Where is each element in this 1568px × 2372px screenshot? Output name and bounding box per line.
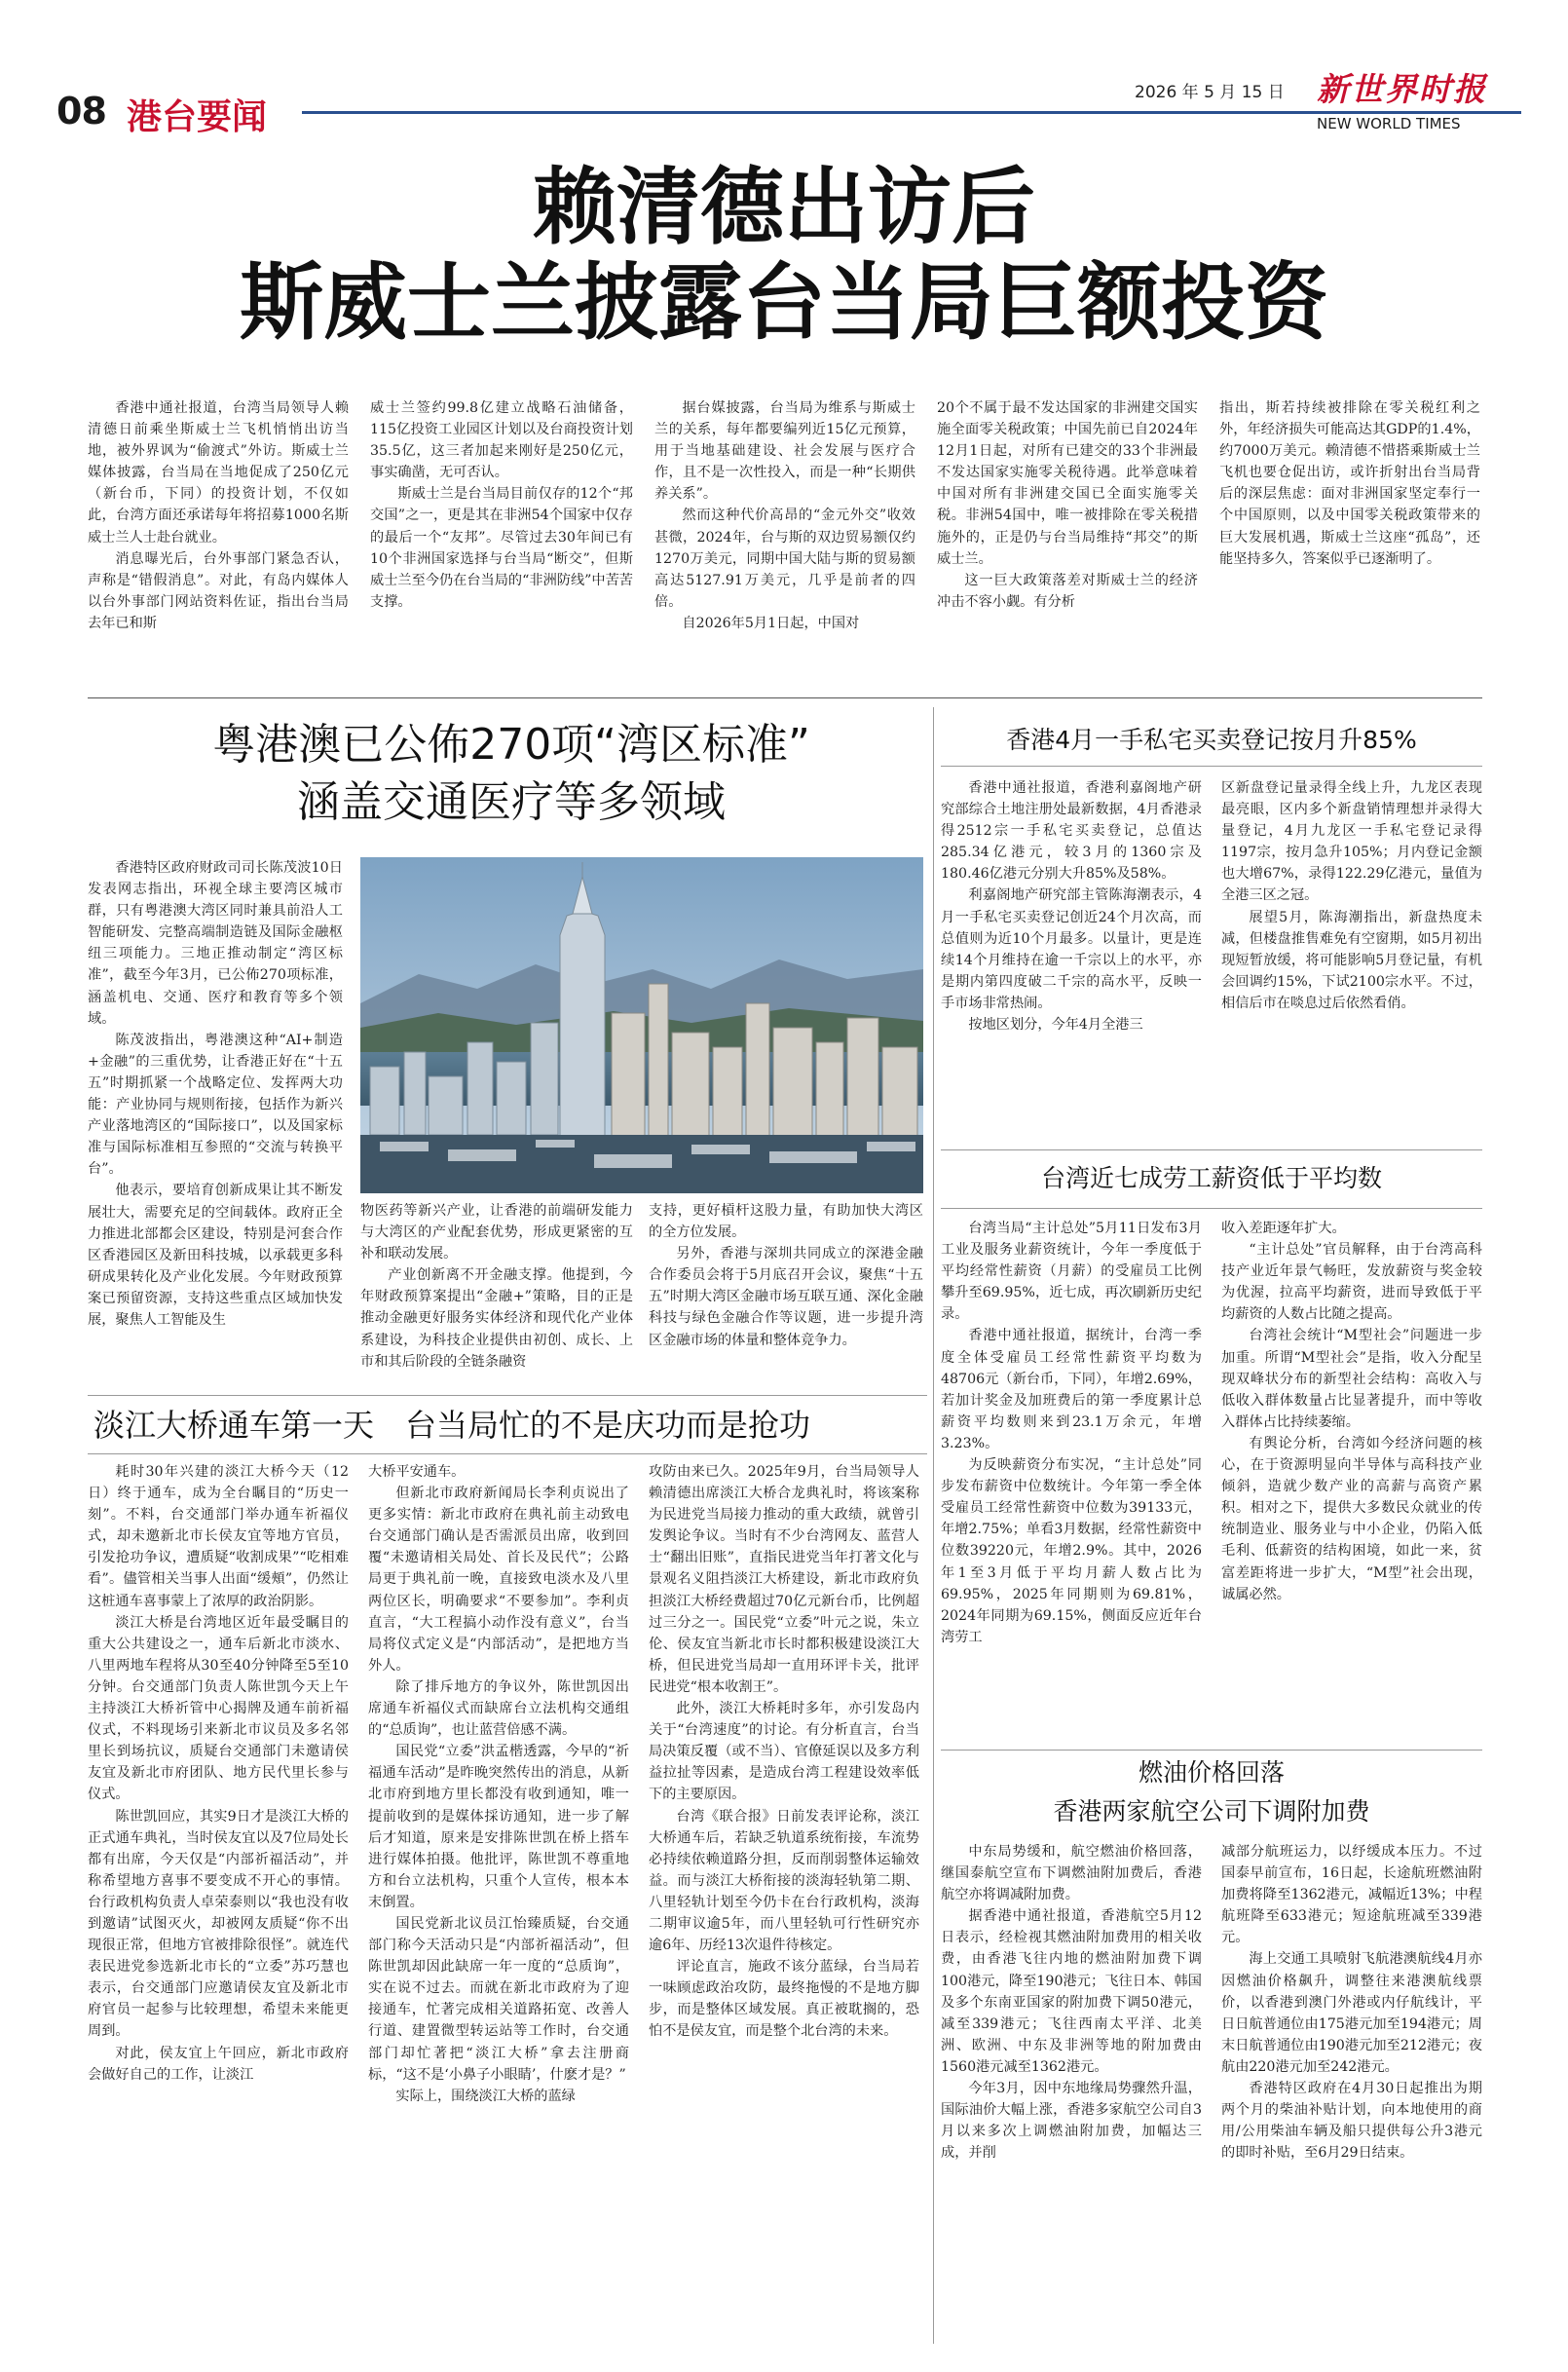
wages-headline: 台湾近七成劳工薪资低于平均数 xyxy=(1040,1164,1382,1192)
divider xyxy=(941,1750,1482,1751)
gba-headline-line2: 涵盖交通医疗等多领域 xyxy=(297,777,726,827)
paper-logo: 新世界时报 xyxy=(1317,70,1487,108)
lead-column-3 xyxy=(654,397,915,680)
paragraph: 指出，斯若持续被排除在零关税红利之外，年经济损失可能高达其GDP的1.4%，约7000万美元。赖清德不惜搭乘斯威士兰飞机也要仓促出访，或许折射出台当局背后的深层焦虑：面对非洲国家坚定奉行一个中国原则，以及中国零关税政策带来的巨大发展机遇，斯威士兰这座“孤岛”，还能坚持多久，答案似乎已逐渐明了。 xyxy=(1219,400,1480,567)
fuel-column-2 xyxy=(1221,1841,1482,2344)
fuel-headline-line1: 燃油价格回落 xyxy=(1138,1758,1285,1787)
paragraph: 物医药等新兴产业，让香港的前端研发能力与大湾区的产业配套优势，形成更紧密的互补和联动发展。 xyxy=(360,1203,633,1262)
fuel-headline xyxy=(941,1753,1482,1831)
gba-column-3 xyxy=(649,1200,923,1383)
paragraph: 此外，淡江大桥耗时多年，亦引发岛内关于“台湾速度”的讨论。有分析直言，台当局决策反覆（或不当）、官僚延误以及多方利益拉扯等因素，是造成台湾工程建设效率低下的主要原因。 xyxy=(649,1701,919,1803)
paragraph: 减部分航班运力，以纾缓成本压力。不过国泰早前宣布，16日起，长途航班燃油附加费将降至1362港元，减幅近13%；中程航班降至633港元；短途航班减至339港元。 xyxy=(1221,1844,1482,1946)
paragraph: 消息曝光后，台外事部门紧急否认，声称是“错假消息”。对此，有岛内媒体人以台外事部门网站资料佐证，指出台当局去年已和斯 xyxy=(88,550,349,631)
bridge-headline: 淡江大桥通车第一天 台当局忙的不是庆功而是抢功 xyxy=(93,1407,811,1444)
paragraph: 评论直言，施政不该分蓝绿，台当局若一味顾虑政治攻防，最终拖慢的不是地方脚步，而是整体区域发展。真正被耽搁的，恐怕不是侯友宜，而是整个北台湾的未来。 xyxy=(649,1959,919,2040)
paragraph: 对此，侯友宜上午回应，新北市政府会做好自己的工作，让淡江 xyxy=(88,2045,349,2083)
paragraph: 今年3月，因中东地缘局势骤然升温，国际油价大幅上涨，香港多家航空公司自3月以来多次上调燃油附加费，加幅达三成，并削 xyxy=(941,2081,1202,2162)
paragraph: 自2026年5月1日起，中国对 xyxy=(682,615,860,631)
lead-column-4 xyxy=(937,397,1198,680)
bridge-column-2 xyxy=(368,1461,629,2338)
paragraph: 陈世凯回应，其实9日才是淡江大桥的正式通车典礼，当时侯友宜以及7位局处长都有出席，今天仅是“内部祈福活动”，并称希望地方喜事不要变成不开心的事情。台行政机构负责人卓荣泰则以“我也没有收到邀请”试图灭火，却被网友质疑“你不出现很正常，但地方官被排除很怪”。就连代表民进党参选新北市长的“立委”苏巧慧也表示，台交通部门应邀请侯友宜及新北市府官员一起参与比较理想，希望未来能更周到。 xyxy=(88,1808,349,2040)
property-headline: 香港4月一手私宅买卖登记按月升85% xyxy=(1006,726,1417,754)
paragraph: 斯威士兰是台当局目前仅存的12个“邦交国”之一，更是其在非洲54个国家中仅存的最后一个“友邦”。尽管过去30年间已有10个非洲国家选择与台当局“断交”，但斯威士兰至今仍在台当局的“非洲防线”中苦苦支撑。 xyxy=(370,486,633,610)
gba-column-2 xyxy=(360,1200,633,1383)
paper-name-en: NEW WORLD TIMES xyxy=(1317,115,1461,132)
section-title: 港台要闻 xyxy=(127,97,268,137)
paragraph: 攻防由来已久。2025年9月，台当局领导人赖清德出席淡江大桥合龙典礼时，将该案称为民进党当局接力推动的重大政绩，就曾引发舆论争议。当时有不少台湾网友、蓝营人士“翻出旧账”，直指民进党当年打著文化与景观名义阻挡淡江大桥建设，新北市政府负担淡江大桥经费超过70亿元新台币，比例超过三分之一。国民党“立委”叶元之说，朱立伦、侯友宜当新北市长时都积极建设淡江大桥，但民进党当局却一直用环评卡关，批评民进党“根本收割王”。 xyxy=(649,1464,919,1695)
paragraph: 台湾当局“主计总处”5月11日发布3月工业及服务业薪资统计，今年一季度低于平均经常性薪资（月薪）的受雇员工比例攀升至69.95%，近七成，再次刷新历史纪录。 xyxy=(941,1221,1202,1323)
paragraph: “主计总处”官员解释，由于台湾高科技产业近年景气畅旺，发放薪资与奖金较为优渥，拉高平均薪资，进而导致低于平均薪资的人数占比随之提高。 xyxy=(1221,1242,1482,1323)
divider xyxy=(88,1395,927,1396)
paragraph: 耗时30年兴建的淡江大桥今天（12日）终于通车，成为全台瞩目的“历史一刻”。不料，台交通部门举办通车祈福仪式，却未邀新北市长侯友宜等地方官员，引发抢功争议，遭质疑“收割成果”“吃相难看”。儘管相关当事人出面“缓頰”，仍然让这桩通车喜事蒙上了浓厚的政治阴影。 xyxy=(88,1464,349,1609)
bridge-column-3 xyxy=(649,1461,919,2338)
fuel-headline-line2: 香港两家航空公司下调附加费 xyxy=(1053,1797,1370,1826)
paragraph: 支持，更好槓杆这股力量，有助加快大湾区的全方位发展。 xyxy=(649,1203,923,1241)
lead-headline-line2: 斯威士兰披露台当局巨额投资 xyxy=(240,253,1328,352)
paragraph: 香港特区政府在4月30日起推出为期两个月的柴油补贴计划，向本地使用的商用/公用柴油车辆及船只提供每公升3港元的即时补贴，至6月29日结束。 xyxy=(1221,2081,1482,2162)
property-column-1 xyxy=(941,777,1202,1144)
wages-column-2 xyxy=(1221,1218,1482,1744)
paragraph: 台湾《联合报》日前发表评论称，淡江大桥通车后，若缺乏轨道系统衔接，车流势必持续依赖道路分担，反而削弱整体运输效益。而与淡江大桥衔接的淡海轻轨第二期、八里轻轨计划至今仍卡在台行政机构，淡海二期审议逾5年，而八里轻轨可行性研究亦逾6年、历经13次退件待核定。 xyxy=(649,1808,919,1954)
page-number: 08 xyxy=(56,90,106,132)
paragraph: 实际上，围绕淡江大桥的蓝绿 xyxy=(395,2088,576,2104)
lead-column-2 xyxy=(370,397,633,680)
paragraph: 他表示，要培育创新成果让其不断发展壮大，需要充足的空间载体。政府正全力推进北部都会区建设，特别是河套合作区香港园区及新田科技城，以承载更多科研成果转化及产业化发展。今年财政预算案已预留资源，支持这些重点区域加快发展，聚焦人工智能及生 xyxy=(88,1183,343,1328)
bridge-column-1 xyxy=(88,1461,349,2338)
paragraph: 有舆论分析，台湾如今经济问题的核心，在于资源明显向半导体与高科技产业倾斜，造就少数产业的高薪与高资产累积。相对之下，提供大多数民众就业的传统制造业、服务业与中小企业，仍陷入低毛利、低薪资的结构困境，如此一来，贫富差距将进一步扩大，“M型”社会出现，诚属必然。 xyxy=(1221,1435,1482,1602)
paragraph: 为反映薪资分布实况，“主计总处”同步发布薪资中位数统计。今年第一季全体受雇员工经常性薪资中位数为39133元，年增2.75%；单看3月数据，经常性薪资中位数39220元，年增2.9%。其中，2026年1至3月低于平均月薪人数占比为69.95%，2025年同期则为69.81%，2024年同期为69.15%，侧面反应近年台湾劳工 xyxy=(941,1457,1202,1645)
divider xyxy=(88,697,1482,698)
paragraph: 中东局势缓和，航空燃油价格回落，继国泰航空宣布下调燃油附加费后，香港航空亦将调减附加费。 xyxy=(941,1844,1202,1903)
divider xyxy=(941,1149,1482,1150)
lead-column-1 xyxy=(88,397,349,680)
header-rule xyxy=(302,111,1521,114)
divider xyxy=(88,1453,927,1454)
paragraph: 海上交通工具喷射飞航港澳航线4月亦因燃油价格飙升，调整往来港澳航线票价，以香港到澳门外港或内仔航线计，平日日航普通位由175港元加至194港元；周末日航普通位由190港元加至212港元；夜航由220港元加至242港元。 xyxy=(1221,1951,1482,2075)
paragraph: 国民党“立委”洪孟楷透露，今早的“祈福通车活动”是昨晚突然传出的消息，从新北市府到地方里长都没有收到通知，唯一提前收到的是媒体採访通知，进一步了解后才知道，原来是安排陈世凯在桥上搭车进行媒体拍摄。他批评，陈世凯不尊重地方和台立法机构，只重个人宣传，根本本末倒置。 xyxy=(368,1744,629,1910)
skyline-illustration xyxy=(360,857,923,1193)
paragraph: 另外，香港与深圳共同成立的深港金融合作委员会将于5月底召开会议，聚焦“十五五”时期大湾区金融市场互联互通、深化金融科技与绿色金融合作等议题，进一步提升湾区金融市场的体量和整体竞争力。 xyxy=(649,1246,923,1348)
paragraph: 威士兰签约99.8亿建立战略石油储备，115亿投资工业园区计划以及台商投资计划35.5亿，这三者加起来刚好是250亿元，事实确凿，无可否认。 xyxy=(370,400,633,481)
gba-headline xyxy=(88,717,935,832)
column-divider xyxy=(933,707,934,2344)
paragraph: 据台媒披露，台当局为维系与斯威士兰的关系，每年都要编列近15亿元预算，用于当地基础建设、社会发展与医疗合作，且不是一次性投入，而是一种“长期供养关系”。 xyxy=(654,400,915,503)
paragraph: 淡江大桥是台湾地区近年最受瞩目的重大公共建设之一，通车后新北市淡水、八里两地车程将从30至40分钟降至5至10分钟。台交通部门负责人陈世凯今天上午主持淡江大桥祈管中心揭牌及通车前祈福仪式，不料现场引来新北市议员及多名邻里长到场抗议，质疑台交通部门未邀请侯友宜及新北市府团队、地方民代里长参与仪式。 xyxy=(88,1614,349,1803)
gba-column-1 xyxy=(88,857,343,1383)
paragraph: 香港中通社报道，台湾当局领导人赖清德日前乘坐斯威士兰飞机悄悄出访当地，被外界讽为“偷渡式”外访。斯威士兰媒体披露，台当局在当地促成了250亿元（新台币，下同）的投资计划，不仅如此，台湾方面还承诺每年将招募1000名斯威士兰人士赴台就业。 xyxy=(88,400,349,546)
paragraph: 香港特区政府财政司司长陈茂波10日发表网志指出，环视全球主要湾区城市群，只有粤港澳大湾区同时兼具前沿人工智能研发、完整高端制造链及国际金融枢纽三项能力。三地正推动制定“湾区标准”，截至今年3月，已公佈270项标准，涵盖机电、交通、医疗和教育等多个领域。 xyxy=(88,860,343,1027)
paragraph: 按地区划分，今年4月全港三 xyxy=(968,1017,1143,1034)
paragraph: 20个不属于最不发达国家的非洲建交国实施全面零关税政策；中国先前已自2024年12月1日起，对所有已建交的33个非洲最不发达国家实施零关税待遇。此举意味着中国对所有非洲建交国已全面实施零关税。非洲54国中，唯一被排除在零关税措施外的，正是仍与台当局维持“邦交”的斯威士兰。 xyxy=(937,400,1198,567)
divider xyxy=(941,766,1482,767)
wages-column-1 xyxy=(941,1218,1202,1744)
paragraph: 但新北市政府新闻局长李利贞说出了更多实情：新北市政府在典礼前主动致电台交通部门确认是否需派员出席，收到回覆“未邀请相关局处、首长及民代”；公路局更于典礼前一晚，直接致电淡水及八里两位区长，明确要求“不要参加”。李利贞直言，“大工程搞小动作没有意义”，台当局将仪式定义是“内部活动”，是把地方当外人。 xyxy=(368,1486,629,1674)
paragraph: 然而这种代价高昂的“金元外交”收效甚微，2024年，台与斯的双边贸易额仅约1270万美元，同期中国大陆与斯的贸易额高达5127.91万美元，几乎是前者的四倍。 xyxy=(654,508,915,610)
paragraph: 香港中通社报道，香港利嘉阁地产研究部综合土地注册处最新数据，4月香港录得2512宗一手私宅买卖登记，总值达285.34亿港元，较3月的1360宗及180.46亿港元分别大升85%及58%。 xyxy=(941,780,1202,883)
lead-headline-line1: 赖清德出访后 xyxy=(533,158,1035,256)
paragraph: 产业创新离不开金融支撑。他提到，今年财政预算案提出“金融+”策略，目的正是推动金融更好服务实体经济和现代化产业体系建设，为科技企业提供由初创、成长、上市和其后阶段的全链条融资 xyxy=(360,1267,633,1370)
paragraph: 利嘉阁地产研究部主管陈海潮表示，4月一手私宅买卖登记创近24个月次高，而总值则为近10个月最多。以量计，更是连续14个月维持在逾一千宗以上的水平，亦是期内第四度破二千宗的高水平，反映一手市场非常热闹。 xyxy=(941,887,1202,1011)
gba-headline-line1: 粤港澳已公佈270项“湾区标准” xyxy=(212,720,810,770)
paragraph: 展望5月，陈海潮指出，新盘热度未减，但楼盘推售难免有空窗期，如5月初出现短暂放缓，将可能影响5月登记量，有机会回调约15%，下试2100宗水平。不过，相信后市在啖息过后依然看俏。 xyxy=(1221,909,1482,1011)
hong-kong-skyline-photo xyxy=(360,857,923,1193)
lead-headline xyxy=(0,158,1568,352)
paragraph: 据香港中通社报道，香港航空5月12日表示，经检视其燃油附加费用的相关收费，由香港飞往内地的燃油附加费下调100港元，降至190港元；飞往日本、韩国及多个东南亚国家的附加费下调50港元，减至339港元；飞往西南太平洋、北美洲、欧洲、中东及非洲等地的附加费由1560港元减至1362港元。 xyxy=(941,1908,1202,2075)
property-column-2 xyxy=(1221,777,1482,1144)
paragraph: 大桥平安通车。 xyxy=(368,1464,466,1480)
paragraph: 区新盘登记量录得全线上升，九龙区表现最亮眼，区内多个新盘销情理想并录得大量登记，4月九龙区一手私宅登记录得1197宗，按月急升105%；月内登记金额也大增67%，录得122.29亿港元，量值为全港三区之冠。 xyxy=(1221,780,1482,904)
paragraph: 这一巨大政策落差对斯威士兰的经济冲击不容小觑。有分析 xyxy=(937,572,1198,610)
paragraph: 收入差距逐年扩大。 xyxy=(1221,1221,1346,1236)
lead-column-5 xyxy=(1219,397,1480,680)
fuel-column-1 xyxy=(941,1841,1202,2344)
paragraph: 除了排斥地方的争议外，陈世凯因出席通车祈福仪式而缺席台立法机构交通组的“总质询”，也让蓝营倍感不满。 xyxy=(368,1678,629,1739)
paragraph: 香港中通社报道，据统计，台湾一季度全体受雇员工经常性薪资平均数为48706元（新台币，下同），年增2.69%，若加计奖金及加班费后的第一季度累计总薪资平均数则来到23.1万余元，年增3.23%。 xyxy=(941,1328,1202,1451)
paragraph: 国民党新北议员江怡臻质疑，台交通部门称今天活动只是“内部祈福活动”，但陈世凯却因此缺席一年一度的“总质询”，实在说不过去。而就在新北市政府为了迎接通车，忙著完成相关道路拓宽、改善人行道、建置微型转运站等工作时，台交通部门却忙著把“淡江大桥”拿去注册商标，“这不是‘小鼻子小眼睛’，什麽才是？” xyxy=(368,1915,629,2083)
issue-date: 2026 年 5 月 15 日 xyxy=(1135,83,1285,102)
paragraph: 台湾社会统计“M型社会”问题进一步加重。所谓“M型社会”是指，收入分配呈现双峰状分布的新型社会结构：高收入与低收入群体数量占比显著提升，而中等收入群体占比持续萎缩。 xyxy=(1221,1328,1482,1430)
paragraph: 陈茂波指出，粤港澳这种“AI+制造+金融”的三重优势，让香港正好在“十五五”时期抓紧一个战略定位、发挥两大功能：产业协同与规则衔接，包括作为新兴产业落地湾区的“国际接口”，以及国家标准与国际标准相互参照的“交流与转换平台”。 xyxy=(88,1032,343,1178)
divider xyxy=(941,1208,1482,1209)
